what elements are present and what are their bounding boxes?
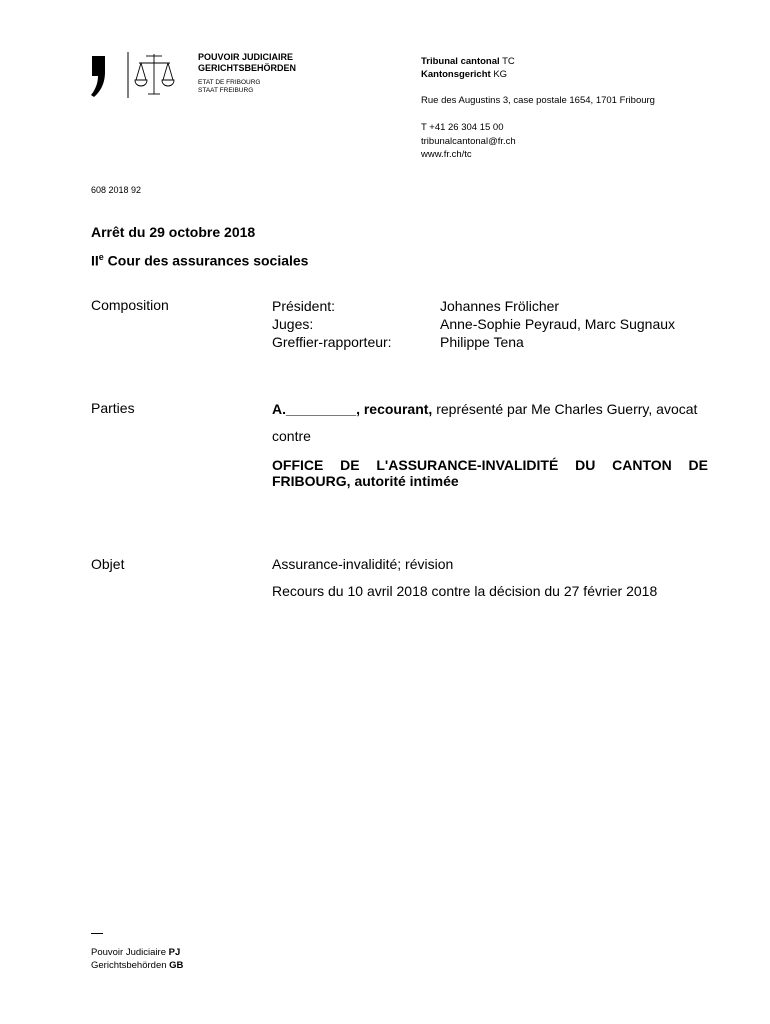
org-name-de: GERICHTSBEHÖRDEN (198, 63, 297, 73)
name-judges: Anne-Sophie Peyraud, Marc Sugnaux (440, 316, 676, 332)
role-president: Président: (272, 298, 336, 314)
appellant: A._________, recourant, représenté par Me Charles Guerry, avocat (272, 401, 698, 417)
footer-divider (91, 933, 103, 934)
composition-label: Composition (91, 297, 169, 313)
website: www.fr.ch/tc (421, 149, 472, 160)
objet-appeal: Recours du 10 avril 2018 contre la décision du 27 février 2018 (272, 583, 658, 599)
court-block (421, 55, 515, 81)
court-name-fr: Tribunal cantonal TC (421, 56, 515, 67)
objet-subject: Assurance-invalidité; révision (272, 556, 454, 572)
parties-label: Parties (91, 400, 135, 416)
email: tribunalcantonal@fr.ch (421, 135, 516, 147)
composition-roles (272, 297, 392, 351)
name-clerk: Philippe Tena (440, 334, 524, 350)
footer (91, 946, 183, 972)
footer-line-fr: Pouvoir Judiciaire PJ (91, 947, 181, 958)
composition-names (440, 297, 675, 351)
objet-label: Objet (91, 556, 125, 572)
comma-mark-icon (91, 56, 105, 97)
court-address: Rue des Augustins 3, case postale 1654, 1701 Fribourg (421, 95, 655, 106)
respondent: OFFICE DE L'ASSURANCE-INVALIDITÉ DU CANTON DE FRIBOURG, autorité intimée (272, 457, 708, 489)
organization-block (198, 52, 296, 95)
contact-block (421, 121, 516, 162)
org-name-fr: POUVOIR JUDICIAIRE (198, 52, 294, 62)
name-president: Johannes Frölicher (440, 298, 560, 314)
state-name-de: STAAT FREIBURG (198, 87, 254, 94)
scales-of-justice-icon (135, 54, 174, 94)
role-judges: Juges: (272, 316, 314, 332)
footer-line-de: Gerichtsbehörden GB (91, 960, 184, 971)
court-division: IIe Cour des assurances sociales (91, 252, 309, 269)
fribourg-justice-logo (88, 50, 183, 100)
versus-text: contre (272, 428, 311, 444)
document-title: Arrêt du 29 octobre 2018 (91, 224, 256, 240)
state-name-fr: ETAT DE FRIBOURG (198, 79, 261, 86)
role-clerk: Greffier-rapporteur: (272, 334, 392, 350)
case-reference: 608 2018 92 (91, 185, 142, 195)
phone: T +41 26 304 15 00 (421, 122, 504, 133)
court-name-de: Kantonsgericht KG (421, 69, 508, 80)
